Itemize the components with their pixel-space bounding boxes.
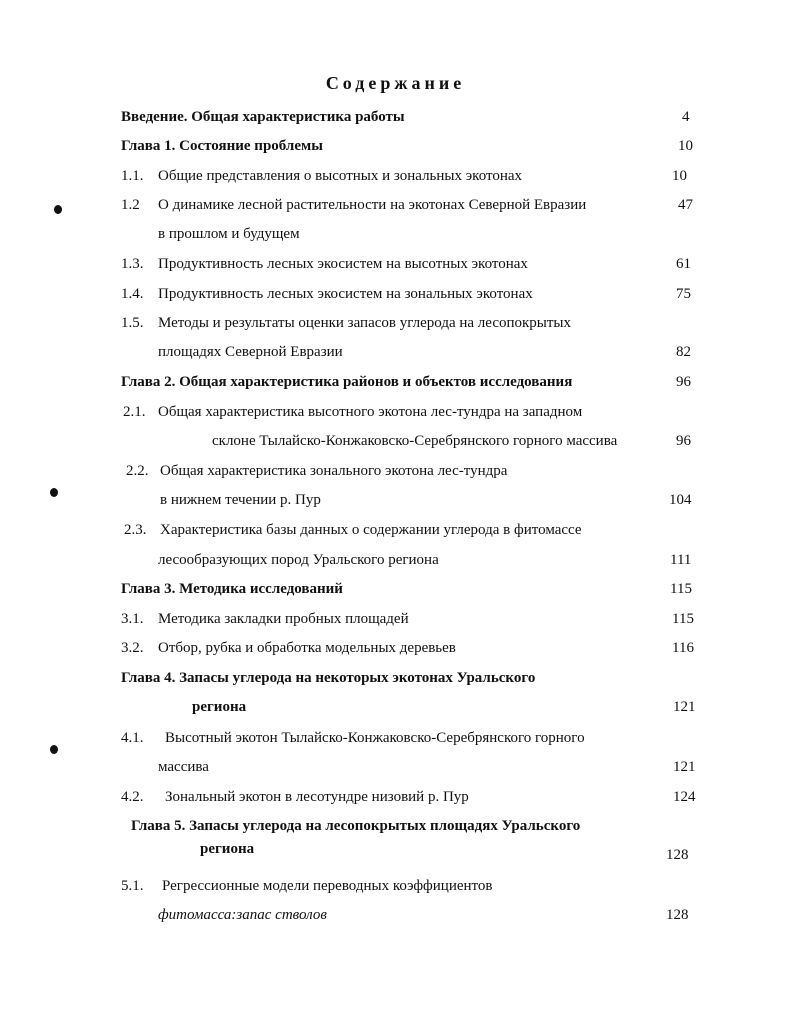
toc-entry-number: 4.1.	[121, 730, 144, 746]
toc-entry-number: 5.1.	[121, 878, 144, 894]
toc-entry-text: Характеристика базы данных о содержании углерода в фитомассе	[160, 522, 582, 538]
toc-entry-text: Продуктивность лесных экосистем на зональных экотонах	[158, 286, 533, 302]
toc-entry-text-continued: склоне Тылайско-Конжаковско-Серебрянского горного массива	[212, 433, 618, 449]
toc-entry-text: Регрессионные модели переводных коэффициентов	[162, 878, 493, 894]
toc-entry-number: 1.4.	[121, 286, 144, 302]
toc-entry-page: 111	[670, 552, 692, 568]
toc-entry-page: 61	[676, 256, 691, 272]
toc-entry-text-continued: площадях Северной Евразии	[158, 344, 343, 360]
toc-entry-text: Введение. Общая характеристика работы	[121, 109, 405, 125]
toc-entry-text: Глава 1. Состояние проблемы	[121, 138, 323, 154]
toc-entry-page: 4	[682, 109, 690, 125]
toc-entry-text: Глава 3. Методика исследований	[121, 581, 343, 597]
toc-entry-text: Методы и результаты оценки запасов углерода на лесопокрытых	[158, 315, 572, 331]
toc-entry-text-continued: фитомасса:запас стволов	[158, 907, 327, 923]
toc-entry-text-continued: массива	[158, 759, 209, 775]
toc-entry-page: 124	[673, 789, 696, 805]
toc-entry-text-continued: региона	[192, 699, 247, 715]
toc-entry-text: Глава 5. Запасы углерода на лесопокрытых площадях Уральского	[131, 818, 581, 834]
toc-entry-text: Зональный экотон в лесотундре низовий р. Пур	[165, 789, 469, 805]
toc-title: Содержание	[325, 73, 466, 93]
toc-entry-number: 2.3.	[124, 522, 147, 538]
toc-entry-text: Высотный экотон Тылайско-Конжаковско-Серебрянского горного	[165, 730, 585, 746]
toc-entry-page: 96	[676, 374, 691, 390]
toc-entry-page: 115	[670, 581, 692, 597]
toc-entry-text: Методика закладки пробных площадей	[158, 611, 409, 627]
toc-entry-page: 121	[673, 699, 696, 715]
binding-hole-mark	[54, 205, 62, 214]
toc-entry-number: 1.2	[121, 197, 140, 213]
toc-entry-text: Отбор, рубка и обработка модельных деревьев	[158, 640, 456, 656]
toc-entry-text-continued: региона	[200, 841, 255, 857]
binding-hole-mark	[50, 488, 58, 497]
toc-entry-text: Продуктивность лесных экосистем на высотных экотонах	[158, 256, 528, 272]
toc-entry-number: 3.2.	[121, 640, 144, 656]
toc-entry-text: Общая характеристика зонального экотона лес-тундра	[160, 463, 508, 479]
toc-entry-page: 10	[672, 168, 687, 184]
toc-entry-text: Общая характеристика высотного экотона лес-тундра на западном	[158, 404, 583, 420]
toc-entry-page: 128	[666, 847, 689, 863]
toc-entry-page: 115	[672, 611, 694, 627]
toc-entry-page: 121	[673, 759, 696, 775]
toc-entry-number: 2.1.	[123, 404, 146, 420]
toc-entry-text-continued: в нижнем течении р. Пур	[160, 492, 321, 508]
toc-entry-text: Глава 4. Запасы углерода на некоторых экотонах Уральского	[121, 670, 536, 686]
toc-entry-number: 3.1.	[121, 611, 144, 627]
toc-entry-page: 75	[676, 286, 691, 302]
toc-entry-number: 1.1.	[121, 168, 144, 184]
toc-entry-text-continued: в прошлом и будущем	[158, 226, 300, 242]
toc-entry-page: 96	[676, 433, 691, 449]
toc-entry-number: 2.2.	[126, 463, 149, 479]
toc-entry-page: 104	[669, 492, 692, 508]
toc-entry-number: 1.3.	[121, 256, 144, 272]
toc-entry-page: 128	[666, 907, 689, 923]
toc-entry-number: 4.2.	[121, 789, 144, 805]
toc-entry-page: 116	[672, 640, 694, 656]
toc-entry-text: Глава 2. Общая характеристика районов и объектов исследования	[121, 374, 573, 390]
toc-entry-page: 10	[678, 138, 693, 154]
toc-entry-text: О динамике лесной растительности на экотонах Северной Евразии	[158, 197, 587, 213]
toc-entry-text-continued: лесообразующих пород Уральского региона	[158, 552, 439, 568]
toc-entry-number: 1.5.	[121, 315, 144, 331]
toc-entry-text: Общие представления о высотных и зональных экотонах	[158, 168, 523, 184]
toc-entry-page: 82	[676, 344, 691, 360]
toc-entry-page: 47	[678, 197, 693, 213]
binding-hole-mark	[50, 745, 58, 754]
